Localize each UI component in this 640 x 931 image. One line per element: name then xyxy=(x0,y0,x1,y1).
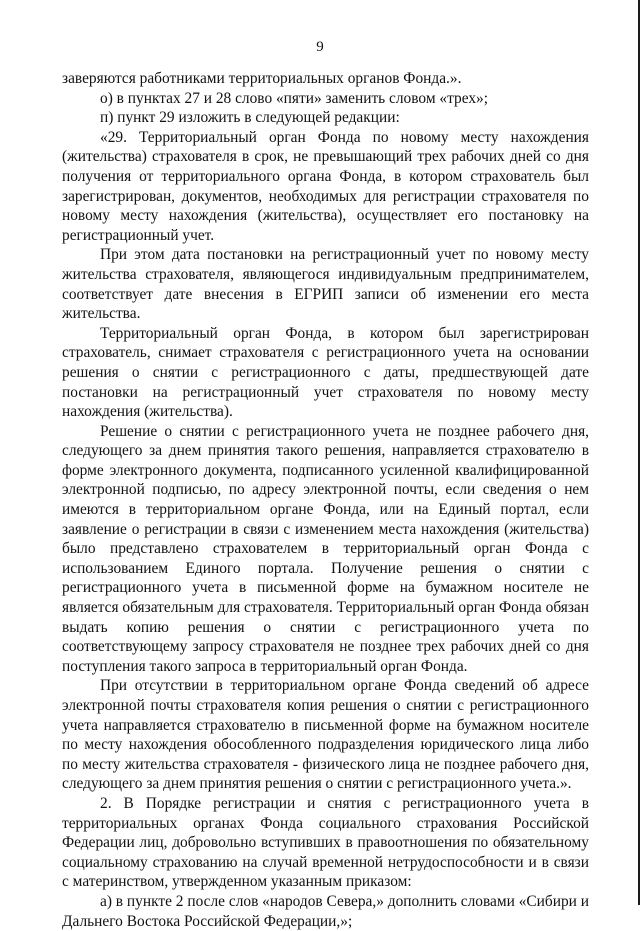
paragraph: о) в пунктах 27 и 28 слово «пяти» заменить словом «трех»; xyxy=(100,89,489,107)
page-number: 9 xyxy=(316,39,324,55)
paragraph: п) пункт 29 изложить в следующей редакции: xyxy=(100,109,400,127)
paragraph: Территориальный орган Фонда, в котором был зарегистрирован страхователь, снимает страхователя с регистрационного учета на основании решения о снятии с регистрационного с даты, предшествующей дате постановки на регистрационный учет страхователя по новому месту нахождения (жительства). xyxy=(62,324,589,421)
paragraph: При отсутствии в территориальном органе Фонда сведений об адресе электронной почты страхователя копия решения о снятии с регистрационного учета направляется страхователю в письменной форме на бумажном носителе по месту нахождения обособленного подразделения юридического лица либо по месту жительства страхователя - физического лица не позднее рабочего дня, следующего за днем принятия решения о снятии с регистрационного учета.». xyxy=(62,677,589,793)
document-body xyxy=(62,69,589,931)
paragraph: Решение о снятии с регистрационного учета не позднее рабочего дня, следующего за днем принятия такого решения, направляется страхователю в форме электронного документа, подписанного усиленной квалифицированной электронной подписью, по адресу электронной почты, если сведения о нем имеются в территориальном органе Фонда, или на Единый портал, если заявление о регистрации в связи с изменением места нахождения (жительства) было представлено страхователем в территориальный орган Фонда с использованием Единого портала. Получение решения о снятии с регистрационного учета в письменной форме на бумажном носителе не является обязательным для страхователя. Территориальный орган Фонда обязан выдать копию решения о снятии с регистрационного учета по соответствующему запросу страхователя не позднее трех рабочих дней со дня поступления такого запроса в территориальный орган Фонда. xyxy=(62,422,589,675)
paragraph: «29. Территориальный орган Фонда по новому месту нахождения (жительства) страхователя в срок, не превышающий трех рабочих дней со дня получения от территориального органа Фонда, в котором страхователь был зарегистрирован, документов, необходимых для регистрации страхователя по новому месту нахождения (жительства), осуществляет его постановку на регистрационный учет. xyxy=(62,128,589,244)
paragraph: заверяются работниками территориальных органов Фонда.». xyxy=(62,70,462,87)
paragraph: а) в пункте 2 после слов «народов Севера,» дополнить словами «Сибири и Дальнего Востока Российской Федерации,»; xyxy=(62,892,589,930)
paragraph: При этом дата постановки на регистрационный учет по новому месту жительства страхователя, являющегося индивидуальным предпринимателем, соответствует дате внесения в ЕГРИП записи об изменении его места жительства. xyxy=(62,246,589,323)
paragraph: 2. В Порядке регистрации и снятия с регистрационного учета в территориальных органах Фонда социального страхования Российской Федерации лиц, добровольно вступивших в правоотношения по обязательному социальному страхованию на случай временной нетрудоспособности и в связи с материнством, утвержденном указанным приказом: xyxy=(62,794,589,891)
